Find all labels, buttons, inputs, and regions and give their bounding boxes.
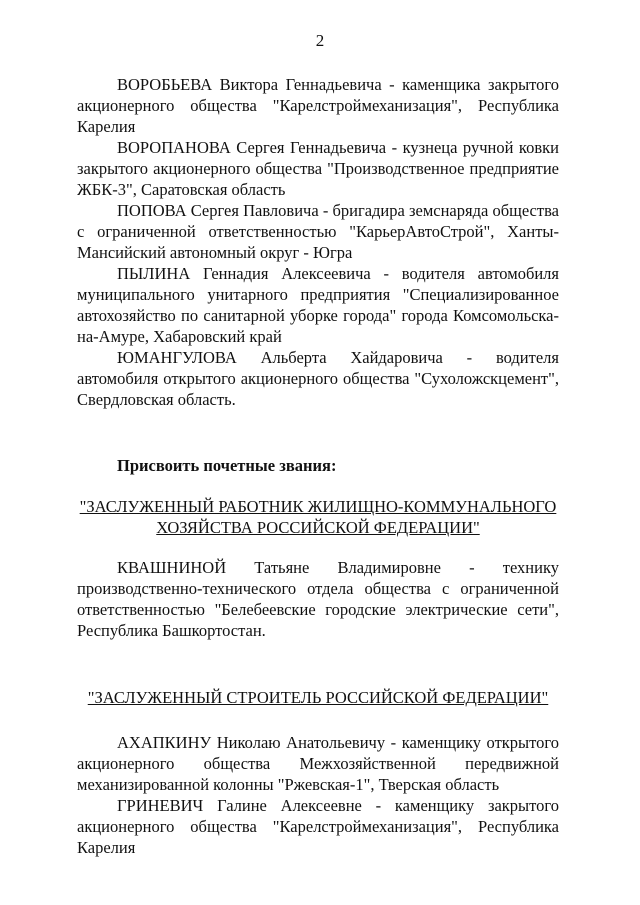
awardee-entry [77,557,559,641]
awardee-details: Сергея Павловича - бригадира земснаряда общества с ограниченной ответственностью "КарьерАвтоСтрой", Ханты-Мансийский автономный округ - Югра [77,201,559,262]
awardees-list-2 [77,557,559,641]
awardee-details: Виктора Геннадьевича - каменщика закрытого акционерного общества "Карелстроймеханизация", Республика Карелия [77,75,559,136]
awardee-surname: ЮМАНГУЛОВА [117,348,237,367]
awardee-entry [77,200,559,263]
awardee-entry [77,137,559,200]
awardee-details: Николаю Анатольевичу - каменщику открытого акционерного общества Межхозяйственной передвижной механизированной колонны "Ржевская-1", Тверская область [77,733,559,794]
awardee-entry [77,732,559,795]
awardee-surname: ВОРОПАНОВА [117,138,231,157]
awardee-entry [77,347,559,410]
awardee-details: Геннадия Алексеевича - водителя автомобиля муниципального унитарного предприятия "Специализированное автохозяйство по санитарной уборке города" города Комсомольска-на-Амуре, Хабаровский край [77,264,559,346]
awardee-details: Галине Алексеевне - каменщику закрытого акционерного общества "Карелстроймеханизация", Республика Карелия [77,796,559,857]
awardee-details: Сергея Геннадьевича - кузнеца ручной ковки закрытого акционерного общества "Производственное предприятие ЖБК-3", Саратовская область [77,138,559,199]
awardee-surname: АХАПКИНУ [117,733,212,752]
awardee-entry [77,263,559,347]
awardees-list-3 [77,732,559,858]
awardee-surname: ПОПОВА [117,201,187,220]
awardee-entry [77,795,559,858]
awardee-entry [77,74,559,137]
awardee-details: Татьяне Владимировне - технику производственно-технического отдела общества с ограниченной ответственностью "Белебеевские городские электрические сети", Республика Башкортостан. [77,558,559,640]
section-heading: Присвоить почетные звания: [117,456,337,475]
page-number: 2 [315,31,325,50]
awardee-surname: ПЫЛИНА [117,264,191,283]
awardee-details: Альберта Хайдаровича - водителя автомобиля открытого акционерного общества "Сухоложскцемент", Свердловская область. [77,348,559,409]
honorary-title-housing: "ЗАСЛУЖЕННЫЙ РАБОТНИК ЖИЛИЩНО-КОММУНАЛЬНОГО ХОЗЯЙСТВА РОССИЙСКОЙ ФЕДЕРАЦИИ" [79,497,557,537]
awardees-list-1 [77,74,559,410]
awardee-surname: КВАШНИНОЙ [117,558,227,577]
honorary-title-builder: "ЗАСЛУЖЕННЫЙ СТРОИТЕЛЬ РОССИЙСКОЙ ФЕДЕРАЦИИ" [87,688,549,707]
document-body [77,74,559,858]
awardee-surname: ГРИНЕВИЧ [117,796,204,815]
awardee-surname: ВОРОБЬЕВА [117,75,213,94]
